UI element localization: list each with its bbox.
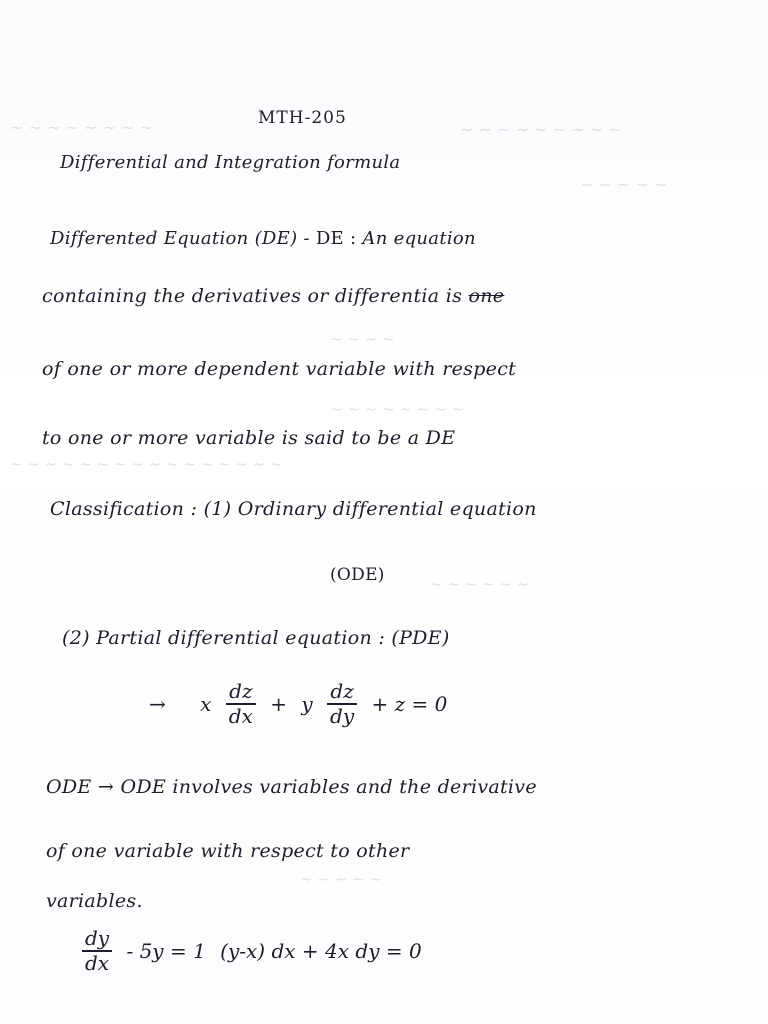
ode-definition-line-1: ODE → ODE involves variables and the derivative [46, 776, 537, 798]
term-coefficient: x [200, 692, 212, 716]
term-coefficient: y [301, 692, 313, 716]
struck-word: one [468, 285, 505, 307]
definition-term: Differented Equation (DE) [50, 228, 298, 249]
arrow-icon: → [149, 692, 166, 716]
bleed-through-text: ~ ~ ~ ~ ~ ~ [430, 575, 530, 593]
ode-abbreviation: (ODE) [330, 565, 385, 585]
fraction-dz-dx [226, 680, 256, 728]
bleed-through-text: ~ ~ ~ ~ ~ [580, 175, 668, 194]
equation-part-2: (y-x) dx + 4x dy = 0 [220, 939, 422, 963]
page-heading: Differential and Integration formula [60, 152, 401, 173]
ode-definition-line-2: of one variable with respect to other [46, 840, 410, 862]
fraction-dz-dy [327, 680, 357, 728]
definition-line-1 [42, 285, 504, 307]
equation-part-1: - 5y = 1 [126, 939, 206, 963]
fraction-denominator: dy [330, 704, 355, 728]
bleed-through-text: ~ ~ ~ ~ ~ ~ ~ ~ [330, 400, 464, 418]
bleed-through-text: ~ ~ ~ ~ [330, 330, 395, 348]
plus-sign: + [270, 692, 287, 716]
course-code: MTH-205 [258, 108, 347, 128]
bleed-through-text: ~ ~ ~ ~ ~ [300, 870, 382, 888]
fraction-numerator: dz [327, 680, 357, 705]
pde-example-equation [145, 680, 451, 728]
classification-item-1: (1) Ordinary differential equation [203, 498, 537, 520]
definition-line-start: An equation [362, 228, 476, 249]
fraction-dy-dx [82, 927, 112, 975]
classification-label: Classification : [50, 498, 198, 520]
ode-example-equation [78, 927, 426, 975]
definition-line-text: containing the derivatives or differentia is [42, 285, 463, 307]
equation-remainder: + z = 0 [371, 692, 448, 716]
bleed-through-text: ~ ~ ~ ~ ~ ~ ~ ~ ~ ~ ~ ~ ~ ~ ~ ~ [10, 455, 283, 473]
bleed-through-text: ~ ~ ~ ~ ~ ~ ~ ~ [10, 118, 153, 137]
definition-line-2: of one or more dependent variable with respect [42, 358, 517, 380]
fraction-numerator: dz [226, 680, 256, 705]
bleed-through-text: ~ ~ ~ ~ ~ ~ ~ ~ ~ [460, 120, 622, 139]
definition-title-line [50, 228, 476, 249]
ode-definition-line-3: variables. [46, 890, 143, 912]
fraction-denominator: dx [228, 704, 253, 728]
definition-separator: - DE : [303, 228, 357, 249]
classification-line [50, 498, 537, 520]
fraction-numerator: dy [82, 927, 112, 952]
classification-item-2: (2) Partial differential equation : (PDE) [62, 627, 450, 649]
definition-line-3: to one or more variable is said to be a DE [42, 427, 456, 449]
fraction-denominator: dx [85, 951, 110, 975]
